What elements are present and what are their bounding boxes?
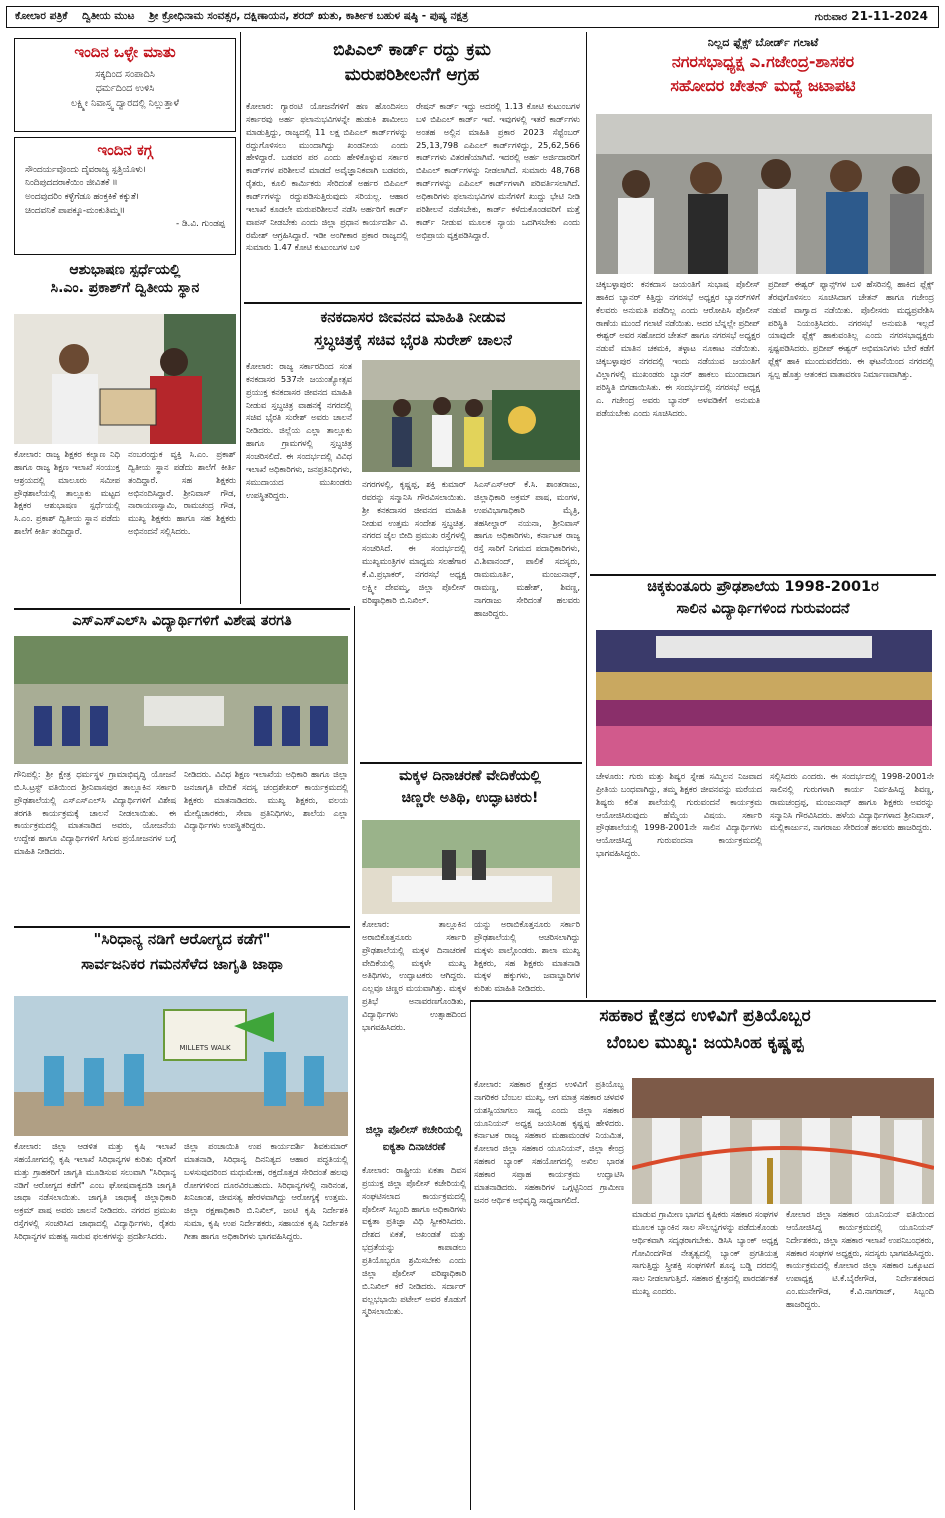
kagga-line: ಚಿಂದವನಿಕೆ ಪಾಪಕ್ಕೂ-ಮಂಕುತಿಮ್ಮ॥ — [25, 205, 125, 216]
lamp-lighting-photo-graphic — [632, 1078, 934, 1204]
flex-col2: ಪ್ರದೀಪ್ ಈಶ್ವರ್ ಫ್ಯಾನ್ಸ್‌ಗಳ ಬಳಿ ಹೆಸರಿನಲ್ಲಿ ಹಾಕಿದ ಫ್ಲೆಕ್ಸ್ ತೆರವುಗೊಳಿಸಲು ಸೂಚಿಸಿದಾಗ ಚೇತನ್ ಹಾಗೂ ಗಜೇಂದ್ರ ನಡುವೆ ವಾಗ್ವಾದ ನಡೆಯಿತು. ಪೊಲೀಸರು ಮಧ್ಯಪ್ರವೇಶಿಸಿ ಪರಿಸ್ಥಿತಿ ನಿಯಂತ್ರಿಸಿದರು. ನಗರಸಭೆ ಅನುಮತಿ ಇಲ್ಲದೆ ಯಾವುದೇ ಫ್ಲೆಕ್ಸ್ ಹಾಕುವಂತಿಲ್ಲ ಎಂದು ನಗರಸಭಾಧ್ಯಕ್ಷರು ಸ್ಪಷ್ಟಪಡಿಸಿದರು. ಪ್ರದೀಪ್ ಈಶ್ವರ್ ಅಭಿಮಾನಿಗಳು ಬೇರೆ ಕಡೆಗೆ ಫ್ಲೆಕ್ಸ್ ಹಾಕಿ ಮುಂದುವರೆದರು. ಈ ಘಟನೆಯಿಂದ ನಗರದಲ್ಲಿ ಸ್ವಲ್ಪ ಹೊತ್ತು ಆತಂಕದ ವಾತಾವರಣ ನಿರ್ಮಾಣವಾಗಿತ್ತು. — [768, 279, 934, 380]
good-word-line: ಲಕ್ಷ್ಮೀ ನಿವಾಸ್ತ್ವ ದ್ವಾರದಲ್ಲಿ ನಿಲ್ಲುತ್ತಾಳೆ — [71, 98, 179, 110]
good-word-box — [14, 38, 236, 132]
classroom-photo-graphic — [14, 636, 348, 764]
speech-headline-line2: ಸಿ.ಎಂ. ಪ್ರಕಾಶ್‌ಗೆ ದ್ವಿತೀಯ ಸ್ಥಾನ — [50, 279, 200, 296]
kanaka-col3: ಸಿಎಸ್‌ಎಸ್‌ಆರ್ ಕೆ.ಸಿ. ಶಾಂತರಾಜು, ಜಿಲ್ಲಾಧಿಕಾರಿ ಅಕ್ರಮ್ ಪಾಷ, ಮಂಗಳ, ಉಪವಿಭಾಗಾಧಿಕಾರಿ ಮೈತ್ರಿ, ತಹಸೀಲ್ದಾರ್ ನಯನಾ, ಶ್ರೀನಿವಾಸ್ ಹಾಗೂ ಅಧಿಕಾರಿಗಳು, ಕರ್ನಾಟಕ ರಾಜ್ಯ ರಸ್ತೆ ಸಾರಿಗೆ ನಿಗಮದ ಪದಾಧಿಕಾರಿಗಳು, ವಿ.ಶಿವಾನಂದ್, ಪಾಲಿಕೆ ಸದಸ್ಯರು, ರಾಮಮೂರ್ತಿ, ಮಂಜುನಾಥ್, ರಾಮಣ್ಣ, ಮಹೇಶ್, ಶಿವಣ್ಣ, ನಾಗರಾಜು ಸೇರಿದಂತೆ ಹಲವರು ಹಾಜರಿದ್ದರು. — [474, 479, 580, 618]
children-headline — [358, 768, 582, 807]
children-rule-top — [360, 762, 582, 764]
coop-col2: ಮಾಡುವ ಗ್ರಾಮೀಣ ಭಾಗದ ಕೃಷಿಕರು ಸಹಕಾರ ಸಂಘಗಳ ಮೂಲಕ ಬ್ಯಾಂಕಿನ ಸಾಲ ಸೌಲಭ್ಯಗಳನ್ನು ಪಡೆದುಕೊಂಡು ಆರ್ಥಿಕವಾಗಿ ಸದೃಢರಾಗಬೇಕು. ಡಿಸಿಸಿ ಬ್ಯಾಂಕ್ ಅಧ್ಯಕ್ಷ ಗೋವಿಂದಗೌಡ ನೇತೃತ್ವದಲ್ಲಿ ಬ್ಯಾಂಕ್ ಪ್ರಗತಿಯತ್ತ ಸಾಗುತ್ತಿದ್ದು ಸ್ತ್ರೀಶಕ್ತಿ ಸಂಘಗಳಿಗೆ ಶೂನ್ಯ ಬಡ್ಡಿ ದರದಲ್ಲಿ ಸಾಲ ನೀಡಲಾಗುತ್ತಿದೆ. ಸಹಕಾರ ಕ್ಷೇತ್ರದಲ್ಲಿ ಪಾರದರ್ಶಕತೆ ಮುಖ್ಯ ಎಂದರು. — [632, 1209, 778, 1297]
millet-col2: ಜಿಲ್ಲಾ ಪಂಚಾಯಿತಿ ಉಪ ಕಾರ್ಯದರ್ಶಿ ಶಿವಕುಮಾರ್ ಮಾತನಾಡಿ, ಸಿರಿಧಾನ್ಯ ದಿನನಿತ್ಯದ ಆಹಾರ ಪದ್ಧತಿಯಲ್ಲಿ ಬಳಸುವುದರಿಂದ ಮಧುಮೇಹ, ರಕ್ತದೊತ್ತಡ ಸೇರಿದಂತೆ ಹಲವು ರೋಗಗಳಿಂದ ದೂರವಿರಬಹುದು. ಸಿರಿಧಾನ್ಯಗಳಲ್ಲಿ ನಾರಿನಂಶ, ಖನಿಜಾಂಶ, ಜೀವಸತ್ವ ಹೇರಳವಾಗಿದ್ದು ಆರೋಗ್ಯಕ್ಕೆ ಉತ್ತಮ. ಜಿಲ್ಲಾ ರಕ್ಷಣಾಧಿಕಾರಿ ಬಿ.ನಿಖಿಲ್, ಜಂಟಿ ಕೃಷಿ ನಿರ್ದೇಶಕಿ ಸುಮಾ, ಕೃಷಿ ಉಪ ನಿರ್ದೇಶಕರು, ಸಹಾಯಕ ಕೃಷಿ ನಿರ್ದೇಶಕಿ ಗೀತಾ ಹಾಗೂ ಅಧಿಕಾರಿಗಳು ಭಾಗವಹಿಸಿದ್ದರು. — [184, 1141, 348, 1242]
speech-col1: ಕೋಲಾರ: ರಾಜ್ಯ ಶಿಕ್ಷಕರ ಕಲ್ಯಾಣ ನಿಧಿ ಹಾಗೂ ರಾಜ್ಯ ಶಿಕ್ಷಣ ಇಲಾಖೆ ಸಂಯುಕ್ತ ಆಶ್ರಯದಲ್ಲಿ ಮಾಲೂರು ಸಮೀಪ ಪ್ರೌಢಶಾಲೆಯಲ್ಲಿ ತಾಲ್ಲೂಕು ಮಟ್ಟದ ಶಿಕ್ಷಕರ ಆಶುಭಾಷಣ ಸ್ಪರ್ಧೆಯಲ್ಲಿ ಸಿ.ಎಂ. ಪ್ರಕಾಶ್ ದ್ವಿತೀಯ ಸ್ಥಾನ ಪಡೆದು ಶಾಲೆಗೆ ಕೀರ್ತಿ ತಂದಿದ್ದಾರೆ. — [14, 449, 120, 537]
sslc-rule-top — [14, 608, 350, 610]
children-photo — [362, 820, 580, 914]
flex-headline-line2: ಸಹೋದರ ಚೇತನ್ ಮಧ್ಯೆ ಜಟಾಪಟಿ — [670, 75, 856, 95]
group-photo-graphic — [596, 630, 932, 766]
col-rule — [470, 1000, 471, 1510]
crowd-photo-graphic — [596, 114, 932, 274]
page-label: ದ್ವಿತೀಯ ಮುಟ — [82, 10, 135, 22]
tableau-photo-graphic — [362, 360, 580, 472]
good-word-text — [15, 68, 235, 112]
good-word-line: ಧರ್ಮದಿಂದ ಉಳಿಸಿ — [95, 83, 155, 95]
children-photo-graphic — [362, 820, 580, 914]
sslc-col1: ಗೌನಿಪಲ್ಲಿ: ಶ್ರೀ ಕ್ಷೇತ್ರ ಧರ್ಮಸ್ಥಳ ಗ್ರಾಮಾಭಿವೃದ್ಧಿ ಯೋಜನೆ ಬಿ.ಸಿ.ಟ್ರಸ್ಟ್ ವತಿಯಿಂದ ಶ್ರೀನಿವಾಸಪುರ ತಾಲ್ಲೂಕಿನ ಸರ್ಕಾರಿ ಪ್ರೌಢಶಾಲೆಯಲ್ಲಿ ಎಸ್‌ಎಸ್‌ಎಲ್‌ಸಿ ವಿದ್ಯಾರ್ಥಿಗಳಿಗೆ ವಿಶೇಷ ತರಗತಿ ಕಾರ್ಯಕ್ರಮಕ್ಕೆ ಚಾಲನೆ ನೀಡಲಾಯಿತು. ಈ ಕಾರ್ಯಕ್ರಮದಲ್ಲಿ ಮಾತನಾಡಿದ ಅವರು, ಯೋಜನೆಯ ಉದ್ದೇಶ ಹಾಗೂ ವಿದ್ಯಾರ್ಥಿಗಳಿಗೆ ಸಿಗುವ ಪ್ರಯೋಜನಗಳ ಬಗ್ಗೆ ಮಾಹಿತಿ ನೀಡಿದರು. — [14, 769, 176, 857]
almanac-line: ಶ್ರೀ ಕ್ರೋಧಿನಾಮ ಸಂವತ್ಸರ, ದಕ್ಷಿಣಾಯನ, ಶರದ್ ಋತು, ಕಾರ್ತೀಕ ಬಹುಳ ಷಷ್ಠಿ - ಪುಷ್ಯ ನಕ್ಷತ್ರ — [149, 10, 469, 22]
sslc-headline: ಎಸ್‌ಎಸ್‌ಎಲ್‌ಸಿ ವಿದ್ಯಾರ್ಥಿಗಳಿಗೆ ವಿಶೇಷ ತರಗತಿ — [72, 613, 292, 629]
bpl-headline-line2: ಮರುಪರಿಶೀಲನೆಗೆ ಆಗ್ರಹ — [344, 65, 480, 86]
kanaka-headline-line2: ಸ್ತಬ್ಧಚಿತ್ರಕ್ಕೆ ಸಚಿವ ಭೈರತಿ ಸುರೇಶ್ ಚಾಲನೆ — [314, 330, 512, 349]
kagga-line: ಅಂದವುದರಿಂ ಕಳ್ಳೆಗೆಡೂ ಹಂಕ್ತಕಿಕೆ ಕಕ್ಕುತೆ। — [25, 192, 140, 202]
walkathon-photo-graphic — [14, 996, 348, 1136]
sslc-col2: ನೀಡಿದರು. ವಿವಿಧ ಶಿಕ್ಷಣ ಇಲಾಖೆಯ ಅಧಿಕಾರಿ ಹಾಗೂ ಜಿಲ್ಲಾ ಜನಜಾಗೃತಿ ವೇದಿಕೆ ಸದಸ್ಯ ಚಂದ್ರಶೇಖರ್ ಕಾರ್ಯಕ್ರಮದಲ್ಲಿ ಶಿಕ್ಷಕರು ಮಾತನಾಡಿದರು. ಮುಖ್ಯ ಶಿಕ್ಷಕರು, ವಲಯ ಮೇಲ್ವಿಚಾರಕರು, ಸೇವಾ ಪ್ರತಿನಿಧಿಗಳು, ಶಾಲೆಯ ಎಲ್ಲಾ ವಿದ್ಯಾರ್ಥಿಗಳು ಉಪಸ್ಥಿತರಿದ್ದರು. — [184, 769, 348, 831]
kagga-box — [14, 137, 236, 255]
flex-col1: ಚಿಕ್ಕಬಳ್ಳಾಪುರ: ಕನಕದಾಸ ಜಯಂತಿಗೆ ಸುಭಾಷ ಪೊಲೀಸ್ ಹಾಕಿದ ಬ್ಯಾನರ್ ಕಿತ್ತಿದ್ದು ನಗರಸಭೆ ಅಧ್ಯಕ್ಷರ ಬ್ಯಾನರ್‌ಗಳಿಗೆ ಕೆಲವರು ಅನುಮತಿ ಪಡೆದಿಲ್ಲ ಎಂದು ಆರೋಪಿಸಿ ಪೊಲೀಸ್ ಠಾಣೆಯ ಮುಂದೆ ಗಲಾಟೆ ನಡೆಯಿತು. ಅದರ ಬೆನ್ನಲ್ಲೇ ಪ್ರದೀಪ್ ಈಶ್ವರ್ ಅವರ ಸಹೋದರ ಚೇತನ್ ಹಾಗೂ ನಗರಸಭೆ ಅಧ್ಯಕ್ಷರ ನಡುವೆ ಮಾತಿನ ಚಕಮಕಿ, ತಳ್ಳಾಟ ನೂಕಾಟ ನಡೆಯಿತು. ಚಿಕ್ಕಬಳ್ಳಾಪುರ ನಗರದಲ್ಲಿ ಇಂದು ನಡೆಯುವ ಜಯಂತಿಗೆ ವಿಲ್ಲಾಗಳಲ್ಲಿ ಮುಖಂಡರು ಬ್ಯಾನರ್ ಹಾಕಲು ಮುಂದಾದಾಗ ಪರಿಸ್ಥಿತಿ ಬಿಗಡಾಯಿಸಿತು. ಈ ಸಂದರ್ಭದಲ್ಲಿ ನಗರಸಭೆ ಅಧ್ಯಕ್ಷ ಎ. ಗಜೇಂದ್ರ ಅವರು ಬ್ಯಾನರ್ ಅಳವಡಿಕೆಗೆ ಅನುಮತಿ ಪಡೆಯಬೇಕು ಎಂದು ಸೂಚಿಸಿದರು. — [596, 279, 760, 418]
police-title: ಐಕ್ಯತಾ ದಿನಾಚರಣೆ — [382, 1141, 446, 1154]
weekday: ಗುರುವಾರ — [814, 12, 848, 23]
coop-headline — [474, 1006, 936, 1055]
bpl-headline — [244, 40, 580, 87]
children-col1: ಕೋಲಾರ: ತಾಲ್ಲೂಕಿನ ಅರಾಬಿಕೊತ್ತನೂರು ಸರ್ಕಾರಿ ಪ್ರೌಢಶಾಲೆಯಲ್ಲಿ ಮಕ್ಕಳ ದಿನಾಚರಣೆ ವೇದಿಕೆಯಲ್ಲಿ ಮಕ್ಕಳೇ ಮುಖ್ಯ ಅತಿಥಿಗಳು, ಉದ್ಘಾಟಕರು ಆಗಿದ್ದರು. ಎಲ್ಲವೂ ಚಿಣ್ಣರ ಮಯವಾಗಿತ್ತು. ಮಕ್ಕಳ ಪ್ರತಿಭೆ ಅನಾವರಣಗೊಂಡಿತು, ವಿದ್ಯಾರ್ಥಿಗಳು ಉತ್ಸಾಹದಿಂದ ಭಾಗವಹಿಸಿದರು. — [362, 919, 466, 1032]
col-rule — [240, 32, 241, 604]
kanaka-headline-line1: ಕನಕದಾಸರ ಜೀವನದ ಮಾಹಿತಿ ನೀಡುವ — [320, 308, 506, 326]
coop-headline-line2: ಬೆಂಬಲ ಮುಖ್ಯ: ಜಯಸಿಂಹ ಕೃಷ್ಣಪ್ಪ — [606, 1033, 804, 1054]
coop-col3: ಕೋಲಾರ ಜಿಲ್ಲಾ ಸಹಕಾರ ಯೂನಿಯನ್ ವತಿಯಿಂದ ಆಯೋಜಿಸಿದ್ದ ಕಾರ್ಯಕ್ರಮದಲ್ಲಿ ಯೂನಿಯನ್ ನಿರ್ದೇಶಕರು, ಜಿಲ್ಲಾ ಸಹಕಾರ ಇಲಾಖೆ ಉಪನಿಬಂಧಕರು, ಸಹಕಾರ ಸಂಘಗಳ ಅಧ್ಯಕ್ಷರು, ಸದಸ್ಯರು ಭಾಗವಹಿಸಿದ್ದರು. ಕಾರ್ಯಕ್ರಮದಲ್ಲಿ ಕೋಲಾರ ಜಿಲ್ಲಾ ಸಹಕಾರ ಒಕ್ಕೂಟದ ಉಪಾಧ್ಯಕ್ಷ ಟಿ.ಕೆ.ಬೈರೇಗೌಡ, ನಿರ್ದೇಶಕರಾದ ಎಂ.ಮುನೇಗೌಡ, ಕೆ.ವಿ.ನಾಗರಾಜ್, ಸಿಬ್ಬಂದಿ ಹಾಜರಿದ್ದರು. — [786, 1209, 934, 1310]
good-word-line: ಸಕ್ಕದಿಂದ ಸಂಪಾದಿಸಿ — [95, 68, 155, 80]
reunion-col2: ಸಲ್ಲಿಸಿದರು ಎಂದರು. ಈ ಸಂದರ್ಭದಲ್ಲಿ 1998-2001ನೇ ಸಾಲಿನಲ್ಲಿ ಗುರುಗಳಾಗಿ ಕಾರ್ಯ ನಿರ್ವಹಿಸಿದ್ದ ಶಿವಣ್ಣ, ರಾಮಚಂದ್ರಪ್ಪ, ಮಂಜುನಾಥ್ ಹಾಗೂ ಶಿಕ್ಷಕರು ಅವರನ್ನು ಸನ್ಮಾನಿಸಿ ಗೌರವಿಸಿದರು. ಹಳೆಯ ವಿದ್ಯಾರ್ಥಿಗಳಾದ ಶ್ರೀನಿವಾಸ್, ಮಲ್ಲಿಕಾರ್ಜುನ, ನಾಗರಾಜು ಸೇರಿದಂತೆ ಹಲವರು ಹಾಜರಿದ್ದರು. — [770, 771, 934, 833]
bpl-col1: ಕೋಲಾರ: ಗ್ಯಾರಂಟಿ ಯೋಜನೆಗಳಿಗೆ ಹಣ ಹೊಂದಿಸಲು ಸರ್ಕಾರವು ಅರ್ಹ ಫಲಾನುಭವಿಗಳನ್ನೇ ಹುಡುಕಿ ಶಾಮೀಲು ಮಾಡುತ್ತಿದ್ದು, ರಾಜ್ಯದಲ್ಲಿ 11 ಲಕ್ಷ ಬಿಪಿಎಲ್ ಕಾರ್ಡ್‌ಗಳನ್ನು ರದ್ದುಗೊಳಿಸಲು ಮುಂದಾಗಿದ್ದು ಖಂಡನೀಯ ಎಂದು ಹೇಳಿದ್ದಾರೆ. ಬಡವರ ಪರ ಎಂದು ಹೇಳಿಕೊಳ್ಳುವ ಸರ್ಕಾರ ಕಾರ್ಡ್‌ಗಳ ಪರಿಶೀಲನೆ ಮಾಡದೆ ಅವೈಜ್ಞಾನಿಕವಾಗಿ ಬಡವರು, ರೈತರು, ಕೂಲಿ ಕಾರ್ಮಿಕರು ಸೇರಿದಂತೆ ಅರ್ಹರ ಬಿಪಿಎಲ್ ಕಾರ್ಡ್‌ಗಳನ್ನು ರದ್ದುಪಡಿಸುತ್ತಿರುವುದು ಸರಿಯಲ್ಲ. ಆಹಾರ ಇಲಾಖೆ ಕೂಡಲೇ ಮರುಪರಿಶೀಲನೆ ನಡೆಸಿ ಅರ್ಹರಿಗೆ ಕಾರ್ಡ್ ವಾಪಸ್ ನೀಡಬೇಕು ಎಂದು ಜಿಲ್ಲಾ ಪ್ರಧಾನ ಕಾರ್ಯದರ್ಶಿ ವಿ. ರಮೇಶ್ ಆಗ್ರಹಿಸಿದ್ದಾರೆ. ಇಡೀ ಅಂಗೀಕಾರ ಪ್ರಕಾರ ರಾಜ್ಯದಲ್ಲಿ ಸುಮಾರು 1.47 ಕೋಟಿ ಕುಟುಂಬಗಳ ಬಳಿ — [246, 101, 408, 253]
masthead-bar — [6, 6, 939, 28]
sslc-photo — [14, 636, 348, 764]
reunion-rule-top — [590, 574, 936, 576]
police-kicker: ಜಿಲ್ಲಾ ಪೊಲೀಸ್ ಕಚೇರಿಯಲ್ಲಿ — [365, 1124, 463, 1136]
award-photo-graphic — [14, 314, 236, 444]
reunion-headline — [590, 578, 936, 618]
police-body: ಕೋಲಾರ: ರಾಷ್ಟ್ರೀಯ ಏಕತಾ ದಿವಸ ಪ್ರಯುಕ್ತ ಜಿಲ್ಲಾ ಪೊಲೀಸ್ ಕಚೇರಿಯಲ್ಲಿ ಸಂಘಟಿಸಲಾದ ಕಾರ್ಯಕ್ರಮದಲ್ಲಿ ಪೊಲೀಸ್ ಸಿಬ್ಬಂದಿ ಹಾಗೂ ಅಧಿಕಾರಿಗಳು ಐಕ್ಯತಾ ಪ್ರತಿಜ್ಞಾ ವಿಧಿ ಸ್ವೀಕರಿಸಿದರು. ದೇಶದ ಏಕತೆ, ಅಖಂಡತೆ ಮತ್ತು ಭದ್ರತೆಯನ್ನು ಕಾಪಾಡಲು ಪ್ರತಿಯೊಬ್ಬರೂ ಶ್ರಮಿಸಬೇಕು ಎಂದು ಜಿಲ್ಲಾ ಪೊಲೀಸ್ ವರಿಷ್ಠಾಧಿಕಾರಿ ಬಿ.ನಿಖಿಲ್ ಕರೆ ನೀಡಿದರು. ಸರ್ದಾರ್ ವಲ್ಲಭಭಾಯಿ ಪಟೇಲ್ ಅವರ ಕೊಡುಗೆ ಸ್ಮರಿಸಲಾಯಿತು. — [362, 1165, 466, 1317]
kagga-line: ಸೌಂದರ್ಯವೊಂದು ದೈವರಾಜ್ಯ ಸ್ಪತ್ತಿಯೊಳು। — [25, 164, 147, 175]
children-col2: ಯನ್ನು ಅರಾಬಿಕೊತ್ತನೂರು ಸರ್ಕಾರಿ ಪ್ರೌಢಶಾಲೆಯಲ್ಲಿ ಆಚರಿಸಲಾಗಿದ್ದು ಮಕ್ಕಳು ಪಾಲ್ಗೊಂಡರು. ಶಾಲಾ ಮುಖ್ಯ ಶಿಕ್ಷಕರು, ಸಹ ಶಿಕ್ಷಕರು ಮಾತನಾಡಿ ಮಕ್ಕಳ ಹಕ್ಕುಗಳು, ಜವಾಬ್ದಾರಿಗಳ ಕುರಿತು ಮಾಹಿತಿ ನೀಡಿದರು. — [474, 919, 580, 994]
col-rule — [354, 606, 355, 1510]
reunion-photo — [596, 630, 932, 766]
paper-name: ಕೋಲಾರ ಪತ್ರಿಕೆ — [15, 10, 68, 22]
flex-headline — [590, 52, 936, 96]
reunion-col1: ಚೇಳೂರು: ಗುರು ಮತ್ತು ಶಿಷ್ಯರ ಸ್ನೇಹ ಸಮ್ಮಿಲನ ನಿಜವಾದ ಪ್ರೀತಿಯ ಬಂಧವಾಗಿದ್ದು, ತಮ್ಮ ಶಿಕ್ಷಕರ ಜೀವನವನ್ನು ಮರೆಯದ ಶಿಷ್ಯರು ಕಲಿತ ಶಾಲೆಯಲ್ಲಿ ಗುರುವಂದನೆ ಕಾರ್ಯಕ್ರಮ ಆಯೋಜಿಸಿರುವುದು ಹೆಮ್ಮೆಯ ವಿಷಯ. ಸರ್ಕಾರಿ ಪ್ರೌಢಶಾಲೆಯಲ್ಲಿ 1998-2001ನೇ ಸಾಲಿನ ವಿದ್ಯಾರ್ಥಿಗಳು ಆಯೋಜಿಸಿದ್ದ ಗುರುವಂದನಾ ಕಾರ್ಯಕ್ರಮದಲ್ಲಿ ಭಾಗವಹಿಸಿದ್ದರು. — [596, 771, 762, 859]
row-rule — [14, 926, 350, 928]
coop-photo — [632, 1078, 934, 1204]
reunion-headline-line1: ಚಿಕ್ಕಕುಂತೂರು ಪ್ರೌಢಶಾಲೆಯ 1998-2001ರ — [647, 579, 879, 595]
flex-headline-line1: ನಗರಸಭಾಧ್ಯಕ್ಷ ಎ.ಗಜೇಂದ್ರ-ಶಾಸಕರ — [671, 51, 855, 71]
issue-date: 21-11-2024 — [851, 9, 928, 23]
police-headline — [362, 1124, 466, 1154]
flex-photo — [596, 114, 932, 274]
bpl-divider — [244, 302, 582, 304]
kagga-line: ನಿಂದಿಪುದದರಾಕೆಯಿಂ ಜೀವಿತಕೆ ॥ — [25, 178, 118, 189]
children-headline-line1: ಮಕ್ಕಳ ದಿನಾಚರಣೆ ವೇದಿಕೆಯಲ್ಲಿ — [399, 768, 541, 784]
speech-headline — [14, 262, 236, 297]
kagga-author: - ಡಿ.ವಿ. ಗುಂಡಪ್ಪ — [176, 219, 225, 230]
coop-headline-line1: ಸಹಕಾರ ಕ್ಷೇತ್ರದ ಉಳಿವಿಗೆ ಪ್ರತಿಯೊಬ್ಬರ — [599, 1006, 811, 1026]
speech-col2: ನಂಬರಂದ್ದುಕ ವ್ಯಕ್ತಿ ಸಿ.ಎಂ. ಪ್ರಕಾಶ್ ದ್ವಿತೀಯ ಸ್ಥಾನ ಪಡೆದು ಶಾಲೆಗೆ ಕೀರ್ತಿ ತಂದಿದ್ದಾರೆ. ಸಹ ಶಿಕ್ಷಕರು ಅಭಿನಂದಿಸಿದ್ದಾರೆ. ಶ್ರೀನಿವಾಸ್ ಗೌಡ, ನಾರಾಯಣಸ್ವಾಮಿ, ರಾಮಚಂದ್ರ ಗೌಡ, ಮುಖ್ಯ ಶಿಕ್ಷಕರು ಹಾಗೂ ಸಹ ಶಿಕ್ಷಕರು ಅಭಿನಂದನೆ ಸಲ್ಲಿಸಿದರು. — [128, 449, 236, 537]
coop-col1: ಕೋಲಾರ: ಸಹಕಾರ ಕ್ಷೇತ್ರದ ಉಳಿವಿಗೆ ಪ್ರತಿಯೊಬ್ಬ ನಾಗರಿಕರ ಬೆಂಬಲ ಮುಖ್ಯ, ಆಗ ಮಾತ್ರ ಸಹಕಾರ ಚಳವಳಿ ಯಶಸ್ವಿಯಾಗಲು ಸಾಧ್ಯ ಎಂದು ಜಿಲ್ಲಾ ಸಹಕಾರ ಯೂನಿಯನ್ ಅಧ್ಯಕ್ಷ ಜಯಸಿಂಹ ಕೃಷ್ಣಪ್ಪ ಹೇಳಿದರು. ಕರ್ನಾಟಕ ರಾಜ್ಯ ಸಹಕಾರ ಮಹಾಮಂಡಳ ನಿಯಮಿತ, ಕೋಲಾರ ಜಿಲ್ಲಾ ಸಹಕಾರ ಯೂನಿಯನ್, ಜಿಲ್ಲಾ ಕೇಂದ್ರ ಸಹಕಾರ ಬ್ಯಾಂಕ್ ಸಹಯೋಗದಲ್ಲಿ ಅಖಿಲ ಭಾರತ ಸಹಕಾರ ಸಪ್ತಾಹ ಕಾರ್ಯಕ್ರಮ ಉದ್ಘಾಟಿಸಿ ಮಾತನಾಡಿದರು. ಸಹಕಾರಿಗಳ ಒಗ್ಗಟ್ಟಿನಿಂದ ಗ್ರಾಮೀಣ ಜನರ ಆರ್ಥಿಕ ಅಭಿವೃದ್ಧಿ ಸಾಧ್ಯವಾಗಲಿದೆ. — [474, 1079, 624, 1205]
kagga-title: ಇಂದಿನ ಕಗ್ಗ — [97, 141, 153, 159]
speech-photo — [14, 314, 236, 444]
speech-headline-line1: ಆಶುಭಾಷಣ ಸ್ಪರ್ಧೆಯಲ್ಲಿ — [69, 262, 181, 278]
millet-col1: ಕೋಲಾರ: ಜಿಲ್ಲಾ ಆಡಳಿತ ಮತ್ತು ಕೃಷಿ ಇಲಾಖೆ ಸಹಯೋಗದಲ್ಲಿ ಕೃಷಿ ಇಲಾಖೆ ಸಿರಿಧಾನ್ಯಗಳ ಕುರಿತು ರೈತರಿಗೆ ಮತ್ತು ಗ್ರಾಹಕರಿಗೆ ಜಾಗೃತಿ ಮೂಡಿಸುವ ಸಲುವಾಗಿ "ಸಿರಿಧಾನ್ಯ ನಡಿಗೆ ಆರೋಗ್ಯದ ಕಡೆಗೆ" ಎಂಬ ಘೋಷವಾಕ್ಯದಡಿ ಜಾಗೃತಿ ಜಾಥಾ ನಡೆಸಲಾಯಿತು. ಜಾಗೃತಿ ಜಾಥಾಕ್ಕೆ ಜಿಲ್ಲಾಧಿಕಾರಿ ಅಕ್ರಮ್ ಪಾಷ ಅವರು ಚಾಲನೆ ನೀಡಿದರು. ನಗರದ ಪ್ರಮುಖ ರಸ್ತೆಗಳಲ್ಲಿ ಸಂಚರಿಸಿದ ಜಾಥಾದಲ್ಲಿ ವಿದ್ಯಾರ್ಥಿಗಳು, ರೈತರು ಸಿರಿಧಾನ್ಯಗಳ ಮಹತ್ವ ಸಾರುವ ಫಲಕಗಳನ್ನು ಪ್ರದರ್ಶಿಸಿದರು. — [14, 1141, 176, 1242]
row-rule — [470, 1000, 936, 1002]
millet-photo — [14, 996, 348, 1136]
children-headline-line2: ಚಿಣ್ಣರೇ ಅತಿಥಿ, ಉದ್ಘಾಟಕರು! — [401, 789, 539, 806]
bpl-headline-line1: ಬಿಪಿಎಲ್ ಕಾರ್ಡ್ ರದ್ದು ಕ್ರಮ — [333, 40, 491, 60]
kanaka-photo — [362, 360, 580, 472]
bpl-col2: ರೇಷನ್ ಕಾರ್ಡ್ ಇದ್ದು ಅದರಲ್ಲಿ 1.13 ಕೋಟಿ ಕುಟುಂಬಗಳ ಬಳಿ ಬಿಪಿಎಲ್ ಕಾರ್ಡ್ ಇವೆ. ಇವುಗಳಲ್ಲಿ ಇತರೆ ಕಾರ್ಡ್‌ಗಳು ಅಂತಹ ಅಲ್ಲಿನ ಮಾಹಿತಿ ಪ್ರಕಾರ 2023 ಸೆಪ್ಟೆಂಬರ್ 25,13,798 ಎಪಿಎಲ್ ಕಾರ್ಡ್‌ಗಳಿದ್ದು, 25,62,566 ಕಾರ್ಡ್‌ಗಳು ವಿತರಣೆಯಾಗಿವೆ. ಇದರಲ್ಲಿ ಅರ್ಹ ಅರ್ಜಿದಾರರಿಗೆ ಬಿಪಿಎಲ್ ಕಾರ್ಡ್‌ಗಳನ್ನು ನೀಡಲಾಗಿದೆ. ಸುಮಾರು 48,768 ಕಾರ್ಡ್‌ಗಳನ್ನು ಎಪಿಎಲ್ ಕಾರ್ಡ್‌ಗಳಾಗಿ ಪರಿವರ್ತಿಸಲಾಗಿದೆ. ಅಧಿಕಾರಿಗಳು ಫಲಾನುಭವಿಗಳ ಮನೆಗಳಿಗೆ ಖುದ್ದು ಭೇಟಿ ನೀಡಿ ಪರಿಶೀಲನೆ ನಡೆಸಬೇಕು, ಕಾರ್ಡ್ ಕಳೆದುಕೊಂಡವರಿಗೆ ಮತ್ತೆ ಕಾರ್ಡ್ ನೀಡುವ ಮೂಲಕ ನ್ಯಾಯ ಒದಗಿಸಬೇಕು ಎಂದು ಅಭಿಪ್ರಾಯ ವ್ಯಕ್ತಪಡಿಸಿದ್ದಾರೆ. — [416, 101, 580, 240]
kanaka-headline — [244, 308, 582, 350]
kanaka-col2: ನಗರಗಳಲ್ಲಿ, ಕೃಷ್ಣಪ್ಪ, ಶಕ್ತಿ ಕುಮಾರ್ ರವರನ್ನು ಸನ್ಮಾನಿಸಿ ಗೌರವಿಸಲಾಯಿತು. ಶ್ರೀ ಕನಕದಾಸರ ಜೀವನದ ಮಾಹಿತಿ ನೀಡುವ ಉತ್ತಮ ಸಂದೇಶ ಸ್ತಬ್ಧಚಿತ್ರ. ನಗರದ ಜೈಲ ಬೀದಿ ಪ್ರಮುಖ ರಸ್ತೆಗಳಲ್ಲಿ ಸಂಚರಿಸಿದೆ. ಈ ಸಂದರ್ಭದಲ್ಲಿ ಮುಖ್ಯಮಂತ್ರಿಗಳ ಮಾಧ್ಯಮ ಸಲಹೆಗಾರ ಕೆ.ವಿ.ಪ್ರಭಾಕರ್, ನಗರಸಭೆ ಅಧ್ಯಕ್ಷ ಲಕ್ಷ್ಮೀ ದೇವಮ್ಮ, ಜಿಲ್ಲಾ ಪೊಲೀಸ್ ವರಿಷ್ಠಾಧಿಕಾರಿ ಬಿ.ನಿಖಿಲ್. — [362, 479, 466, 605]
millet-headline-line1: "ಸಿರಿಧಾನ್ಯ ನಡಿಗೆ ಆರೋಗ್ಯದ ಕಡೆಗೆ" — [93, 930, 271, 948]
flex-kicker: ನಿಲ್ಲದ ಫ್ಲೆಕ್ಸ್ ಬೋರ್ಡ್ ಗಲಾಟೆ — [707, 36, 819, 49]
good-word-title: ಇಂದಿನ ಒಳ್ಳೇ ಮಾತು — [74, 43, 176, 61]
kanaka-col1: ಕೋಲಾರ: ರಾಜ್ಯ ಸರ್ಕಾರದಿಂದ ಸಂತ ಕನಕದಾಸರ 537ನೇ ಜಯಂತ್ಯೋತ್ಸವ ಪ್ರಯುಕ್ತ ಕನಕದಾಸರ ಜೀವನದ ಮಾಹಿತಿ ನೀಡುವ ಸ್ತಬ್ಧಚಿತ್ರ ವಾಹನಕ್ಕೆ ನಗರದಲ್ಲಿ ಸಚಿವ ಭೈರತಿ ಸುರೇಶ್ ಅವರು ಚಾಲನೆ ನೀಡಿದರು. ಜಿಲ್ಲೆಯ ಎಲ್ಲಾ ತಾಲ್ಲೂಕು ಹಾಗೂ ಗ್ರಾಮಗಳಲ್ಲಿ ಸ್ತಬ್ಧಚಿತ್ರ ಸಂಚರಿಸಲಿದೆ. ಈ ಸಂದರ್ಭದಲ್ಲಿ ವಿವಿಧ ಇಲಾಖೆ ಅಧಿಕಾರಿಗಳು, ಜನಪ್ರತಿನಿಧಿಗಳು, ಸಮುದಾಯದ ಮುಖಂಡರು ಉಪಸ್ಥಿತರಿದ್ದರು. — [246, 361, 352, 500]
kagga-text — [15, 160, 235, 232]
col-rule — [586, 32, 587, 998]
millet-headline — [14, 930, 350, 974]
millet-headline-line2: ಸಾರ್ವಜನಿಕರ ಗಮನಸೆಳೆದ ಜಾಗೃತಿ ಜಾಥಾ — [81, 954, 283, 973]
reunion-headline-line2: ಸಾಲಿನ ವಿದ್ಯಾರ್ಥಿಗಳಿಂದ ಗುರುವಂದನೆ — [676, 601, 850, 618]
millet-banner-text: MILLETS WALK — [179, 1044, 231, 1052]
masthead-left — [15, 7, 468, 26]
masthead-date — [815, 7, 928, 27]
